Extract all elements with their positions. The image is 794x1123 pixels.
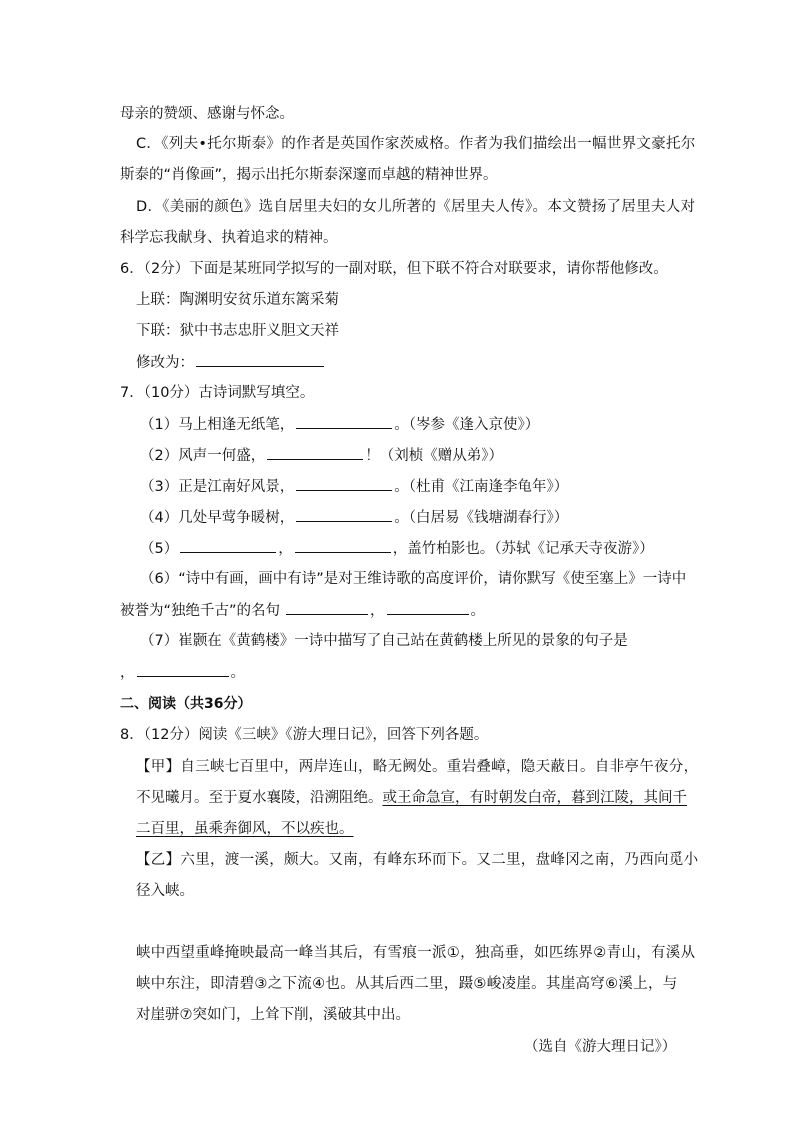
poem-item-prompt: 被誉为“独绝千古”的名句: [120, 603, 281, 619]
poem-item-prompt: （2）风声一何盛，: [140, 448, 266, 464]
poem-item-number: （5）: [140, 541, 179, 557]
couplet-lower: 下联：狱中书志忠肝义胆文天祥: [136, 323, 339, 339]
poem-item-7: （7）崔颢在《黄鹤楼》一诗中描写了自己站在黄鹤楼上所见的景象的句子是: [140, 633, 628, 649]
answer-blank[interactable]: [286, 600, 368, 615]
poem-item-source: ，盖竹柏影也。（苏轼《记承天寺夜游》）: [392, 541, 654, 557]
revision-line: [136, 352, 326, 373]
poem-item-1: [140, 414, 539, 435]
passage-source: （选自《游大理日记》）: [524, 1039, 677, 1055]
question-6-stem: 6．（2分）下面是某班同学拟写的一副对联，但下联不符合对联要求，请你帮他修改。: [120, 261, 668, 277]
poem-item-4: [140, 507, 568, 528]
question-7-stem: 7．（10分）古诗词默写填空。: [120, 385, 315, 401]
passage-jia: 【甲】自三峡七百里中，两岸连山，略无阙处。重岩叠嶂，隐天蔽日。自非亭午夜分，: [136, 759, 699, 775]
answer-blank[interactable]: [267, 445, 363, 460]
poem-item-2: [140, 445, 503, 466]
passage-jia: [136, 788, 687, 808]
answer-blank[interactable]: [196, 352, 324, 367]
passage-text: 不见曦月。至于夏水襄陵，沿溯阻绝。: [136, 790, 383, 806]
answer-blank[interactable]: [296, 476, 392, 491]
poem-item-7-cont: [120, 662, 245, 683]
poem-item-6-cont: [120, 600, 485, 621]
section-heading: 二、阅读（共36分）: [120, 696, 252, 712]
couplet-upper: 上联：陶渊明安贫乐道东篱采菊: [136, 292, 339, 308]
poem-item-end: 。: [470, 603, 486, 619]
text-line: 母亲的赞颂、感谢与怀念。: [120, 106, 294, 122]
answer-blank[interactable]: [387, 600, 469, 615]
poem-item-source: 。（白居易《钱塘湖春行》）: [394, 510, 569, 526]
poem-item-5: [140, 538, 654, 559]
underlined-sentence: 或王命急宣，有时朝发白帝，暮到江陵，其间千: [382, 790, 687, 806]
answer-blank[interactable]: [180, 538, 276, 553]
poem-item-prompt: （3）正是江南好风景，: [140, 479, 295, 495]
text-line: C．《列夫•托尔斯泰》的作者是英国作家茨威格。作者为我们描绘出一幅世界文豪托尔: [136, 136, 696, 152]
underlined-sentence: 二百里，虽乘奔御风，不以疾也。: [136, 821, 354, 837]
poem-item-source: 。（杜甫《江南逢李龟年》）: [394, 479, 569, 495]
text-line: D．《美丽的颜色》选自居里夫妇的女儿所著的《居里夫人传》。本文赞扬了居里夫人对: [136, 199, 696, 215]
poem-item-prompt: （1）马上相逢无纸笔，: [140, 417, 295, 433]
answer-blank[interactable]: [295, 538, 391, 553]
poem-item-sep: ，: [278, 541, 293, 557]
passage-yi: 对崖骈⑦突如门，上耸下削，溪破其中出。: [136, 1007, 410, 1023]
answer-blank[interactable]: [296, 414, 392, 429]
poem-item-source: ！（刘桢《赠从弟》）: [365, 448, 503, 464]
question-8-stem: 8．（12分）阅读《三峡》《游大理日记》，回答下列各题。: [120, 727, 489, 743]
passage-yi: 峡中西望重峰掩映最高一峰当其后，有雪痕一派①，独高垂，如匹练界②青山，有溪从: [136, 945, 696, 961]
passage-yi: 【乙】六里，渡一溪，颇大。又南，有峰东环而下。又二里，盘峰冈之南，乃西向觅小: [136, 852, 699, 868]
poem-item-end: 。: [230, 665, 245, 681]
poem-item-sep: ，: [120, 665, 135, 681]
poem-item-6: （6）“诗中有画，画中有诗”是对王维诗歌的高度评价，请你默写《使至塞上》一诗中: [140, 571, 687, 587]
answer-blank[interactable]: [296, 507, 392, 522]
poem-item-source: 。（岑参《逢入京使》）: [394, 417, 540, 433]
revision-label: 修改为：: [136, 355, 194, 371]
poem-item-prompt: （4）几处早莺争暖树，: [140, 510, 295, 526]
poem-item-3: [140, 476, 568, 497]
text-line: 斯泰的“肖像画”，揭示出托尔斯泰深邃而卓越的精神世界。: [120, 167, 498, 183]
answer-blank[interactable]: [137, 662, 229, 677]
passage-yi: 径入峡。: [136, 883, 194, 899]
passage-yi: 峡中东注，即清碧③之下流④也。从其后西二里，蹑⑤峻凌崖。其崖高穹⑥溪上，与: [136, 976, 678, 992]
poem-item-sep: ，: [370, 603, 385, 619]
text-line: 科学忘我献身、执着追求的精神。: [120, 230, 338, 246]
